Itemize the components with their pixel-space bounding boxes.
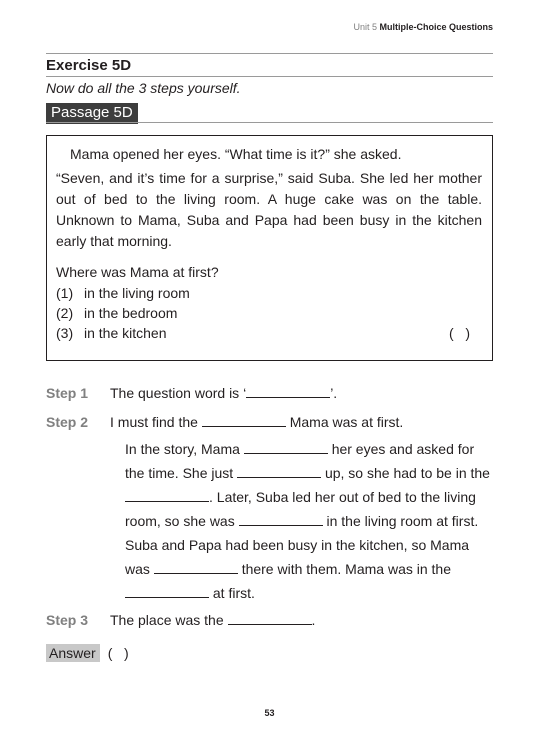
- exercise-title: Exercise 5D: [46, 57, 132, 74]
- fill-blank[interactable]: [246, 385, 330, 398]
- step-label: Step 3: [46, 612, 89, 628]
- story-paragraph: [125, 437, 493, 605]
- step-3: [46, 610, 315, 630]
- option-text: in the living room: [84, 285, 190, 301]
- option-3: [56, 323, 482, 343]
- story-text: . Later, Suba led her out of bed to the living room, so she was: [125, 489, 476, 529]
- fill-blank[interactable]: [228, 612, 312, 625]
- unit-label: Unit 5: [353, 22, 377, 32]
- option-number: (2): [56, 305, 74, 321]
- answer-bracket[interactable]: ( ): [107, 645, 129, 661]
- answer-label: Answer: [46, 644, 100, 662]
- fill-blank[interactable]: [239, 513, 323, 526]
- fill-blank[interactable]: [237, 465, 321, 478]
- answer-bracket[interactable]: ( ): [449, 325, 470, 341]
- page-number: 53: [264, 708, 275, 718]
- passage-label: Passage 5D: [46, 103, 138, 124]
- story-text: up, so she had to be in the: [324, 465, 490, 481]
- fill-blank[interactable]: [202, 414, 286, 427]
- passage-paragraph-1: Mama opened her eyes. “What time is it?” she asked.: [70, 146, 402, 162]
- option-text: in the bedroom: [84, 305, 178, 321]
- step-text: Mama was at first.: [289, 414, 404, 430]
- answer-row: [46, 645, 129, 661]
- title-bottom-rule: [46, 76, 493, 77]
- fill-blank[interactable]: [125, 489, 209, 502]
- fill-blank[interactable]: [154, 561, 238, 574]
- option-1: [56, 283, 482, 303]
- option-text: in the kitchen: [84, 325, 167, 341]
- passage-paragraph-2: “Seven, and it’s time for a surprise,” said Suba. She led her mother out of bed to the living room. A huge cake was on the table. Unknown to Mama, Suba and Papa had been busy in the kitchen early that morning.: [56, 170, 482, 249]
- story-text: at first.: [212, 585, 255, 601]
- fill-blank[interactable]: [125, 585, 209, 598]
- title-top-rule: [46, 53, 493, 54]
- fill-blank[interactable]: [244, 441, 328, 454]
- story-text: her eyes and asked for the time. She just: [125, 441, 475, 481]
- passage-rule: [46, 122, 493, 123]
- step-text: .: [311, 612, 316, 628]
- step-text: I must find the: [110, 414, 198, 430]
- topic-label: Multiple-Choice Questions: [379, 22, 493, 32]
- step-label: Step 2: [46, 414, 89, 430]
- option-number: (1): [56, 285, 74, 301]
- story-text: in the living room at first. Suba and Papa had been busy in the kitchen, so Mama was: [125, 513, 479, 577]
- passage-box: [46, 135, 493, 361]
- step-text: The question word is ‘: [110, 385, 247, 401]
- story-text: In the story, Mama: [125, 441, 240, 457]
- step-text: ’.: [330, 385, 338, 401]
- step-label: Step 1: [46, 385, 89, 401]
- step-2: [46, 412, 403, 432]
- option-number: (3): [56, 325, 74, 341]
- step-1: [46, 383, 337, 403]
- passage-question: Where was Mama at first?: [56, 264, 219, 280]
- exercise-instruction: Now do all the 3 steps yourself.: [46, 80, 241, 96]
- running-head: [353, 22, 493, 32]
- option-2: [56, 303, 482, 323]
- step-text: The place was the: [110, 612, 224, 628]
- story-text: there with them. Mama was in the: [241, 561, 451, 577]
